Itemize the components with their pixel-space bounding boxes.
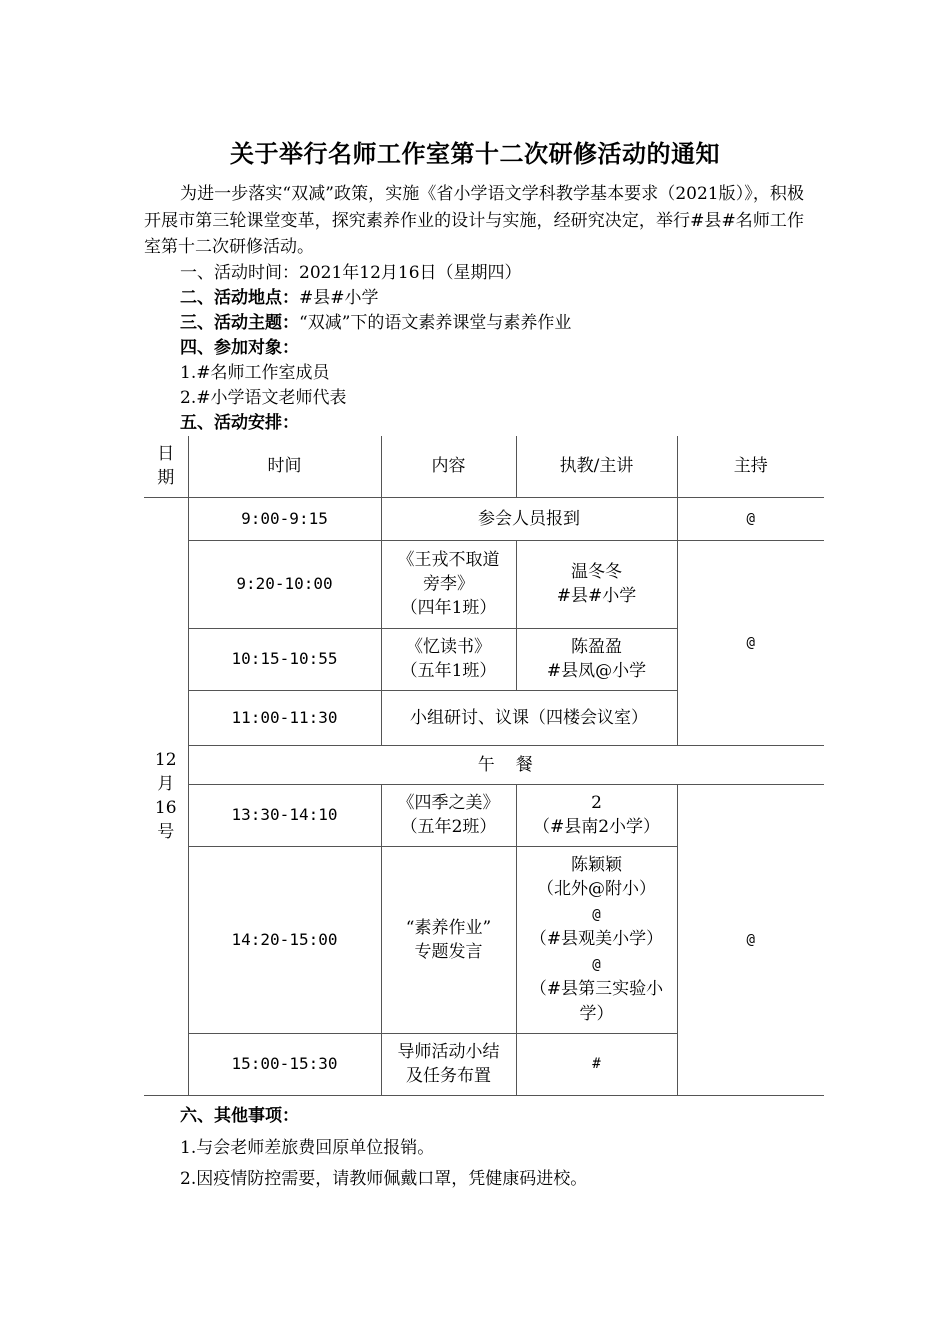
time-cell: 10:15-10:55 — [188, 628, 381, 690]
activity-place-value: #县#小学 — [299, 288, 379, 308]
time-cell: 9:00-9:15 — [188, 497, 381, 540]
content-cell: “素养作业” 专题发言 — [381, 846, 516, 1033]
header-host: 主持 — [677, 436, 824, 497]
content-cell: 导师活动小结 及任务布置 — [381, 1033, 516, 1095]
activity-place-line — [180, 286, 379, 311]
content-cell: 《忆读书》 （五年1班） — [381, 628, 516, 690]
intro-paragraph: 为进一步落实“双减”政策，实施《省小学语文学科教学基本要求（2021版）》，积极开展市第三轮课堂变革，探究素养作业的设计与实施，经研究决定，举行#县#名师工作室第十二次研修活动。 — [144, 184, 804, 257]
table-row — [144, 784, 824, 846]
teacher-cell: 温冬冬 #县#小学 — [516, 540, 677, 628]
table-header-row — [144, 436, 824, 497]
activity-theme-label: 三、活动主题： — [180, 313, 299, 333]
activity-time-value: 2021年12月16日（星期四） — [299, 263, 522, 283]
header-content: 内容 — [381, 436, 516, 497]
header-time: 时间 — [188, 436, 381, 497]
schedule-label: 五、活动安排： — [180, 413, 299, 433]
content-cell: 《王戎不取道 旁李》 （四年1班） — [381, 540, 516, 628]
time-cell: 15:00-15:30 — [188, 1033, 381, 1095]
activity-time-label: 一、活动时间： — [180, 263, 299, 283]
host-cell: @ — [677, 784, 824, 1095]
schedule-table — [144, 436, 824, 1096]
table-row-lunch — [144, 745, 824, 784]
header-teacher: 执教/主讲 — [516, 436, 677, 497]
teacher-cell: 陈盈盈 #县凤@小学 — [516, 628, 677, 690]
other-item-1: 1.与会老师差旅费回原单位报销。 — [180, 1138, 435, 1158]
activity-theme-line — [180, 311, 571, 336]
other-heading — [180, 1103, 299, 1129]
participants-label: 四、参加对象： — [180, 338, 299, 358]
other-item-2: 2.因疫情防控需要，请教师佩戴口罩，凭健康码进校。 — [180, 1169, 588, 1189]
participant-item-1: 1.#名师工作室成员 — [180, 363, 330, 383]
activity-time-line — [180, 261, 522, 286]
content-cell: 小组研讨、议课（四楼会议室） — [381, 690, 677, 745]
page-title: 关于举行名师工作室第十二次研修活动的通知 — [230, 140, 720, 168]
date-cell: 12 月 16 号 — [144, 497, 188, 1095]
table-row — [144, 540, 824, 628]
teacher-cell: 陈颖颖 （北外@附小） @ （#县观美小学） @ （#县第三实验小 学） — [516, 846, 677, 1033]
other-label: 六、其他事项： — [180, 1106, 299, 1126]
participants-heading — [180, 336, 299, 361]
header-date: 日 期 — [144, 436, 188, 497]
time-cell: 9:20-10:00 — [188, 540, 381, 628]
activity-place-label: 二、活动地点： — [180, 288, 299, 308]
participant-item-2: 2.#小学语文老师代表 — [180, 388, 347, 408]
teacher-cell: 2 （#县南2小学） — [516, 784, 677, 846]
host-cell: @ — [677, 497, 824, 540]
content-cell: 《四季之美》 （五年2班） — [381, 784, 516, 846]
time-cell: 13:30-14:10 — [188, 784, 381, 846]
time-cell: 14:20-15:00 — [188, 846, 381, 1033]
content-cell: 参会人员报到 — [381, 497, 677, 540]
time-cell: 11:00-11:30 — [188, 690, 381, 745]
table-row — [144, 497, 824, 540]
host-cell: @ — [677, 540, 824, 745]
activity-theme-value: “双减”下的语文素养课堂与素养作业 — [299, 313, 572, 333]
lunch-cell: 午 餐 — [188, 745, 824, 784]
schedule-heading — [180, 411, 299, 436]
teacher-cell: # — [516, 1033, 677, 1095]
